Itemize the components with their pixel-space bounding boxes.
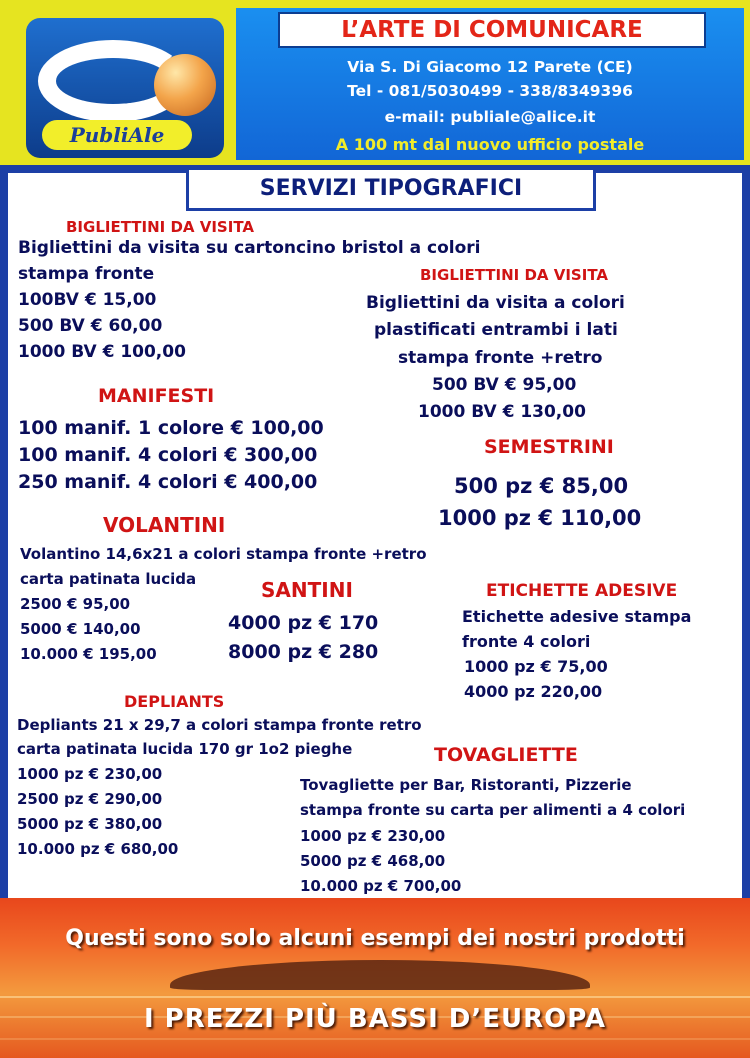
bv1-price-2: 500 BV € 60,00	[18, 316, 163, 336]
volantini-desc-1: Volantino 14,6x21 a colori stampa fronte +retro	[20, 545, 427, 563]
volantini-price-3: 10.000 € 195,00	[20, 645, 157, 663]
tovagliette-price-3: 10.000 pz € 700,00	[300, 877, 462, 895]
santini-price-2: 8000 pz € 280	[228, 641, 379, 663]
sea-reflection	[0, 1038, 750, 1040]
bv2-price-1: 500 BV € 95,00	[432, 375, 577, 395]
phone: Tel - 081/5030499 - 338/8349396	[347, 82, 633, 100]
bv1-price-3: 1000 BV € 100,00	[18, 342, 186, 362]
depliants-desc-1: Depliants 21 x 29,7 a colori stampa fronte retro	[17, 716, 422, 734]
bv1-desc-2: stampa fronte	[18, 264, 155, 284]
tovagliette-price-2: 5000 pz € 468,00	[300, 852, 446, 870]
logo-sphere-icon	[154, 54, 216, 116]
santini-title: SANTINI	[261, 578, 353, 602]
semestrini-price-2: 1000 pz € 110,00	[438, 506, 642, 530]
depliants-title: DEPLIANTS	[124, 692, 225, 711]
logo-text: PubliAle	[42, 120, 192, 150]
sunset-footer	[0, 898, 750, 1058]
etichette-price-1: 1000 pz € 75,00	[464, 657, 608, 676]
footer-tagline: Questi sono solo alcuni esempi dei nostri prodotti	[65, 926, 685, 951]
volantini-desc-2: carta patinata lucida	[20, 570, 197, 588]
depliants-price-1: 1000 pz € 230,00	[17, 765, 163, 783]
bv2-desc-3: stampa fronte +retro	[398, 348, 603, 368]
volantini-price-1: 2500 € 95,00	[20, 595, 131, 613]
volantini-price-2: 5000 € 140,00	[20, 620, 141, 638]
bv1-desc-1: Bigliettini da visita su cartoncino bristol a colori	[18, 238, 481, 258]
header-title: L’ARTE DI COMUNICARE	[278, 12, 706, 48]
etichette-title: ETICHETTE ADESIVE	[486, 581, 678, 601]
semestrini-title: SEMESTRINI	[484, 436, 614, 458]
bv2-title: BIGLIETTINI DA VISITA	[420, 266, 608, 284]
volantini-title: VOLANTINI	[103, 513, 226, 537]
tovagliette-desc-2: stampa fronte su carta per alimenti a 4 colori	[300, 801, 686, 819]
santini-price-1: 4000 pz € 170	[228, 612, 379, 634]
semestrini-price-1: 500 pz € 85,00	[454, 474, 629, 498]
bv1-title: BIGLIETTINI DA VISITA	[66, 218, 254, 236]
manifesti-price-2: 100 manif. 4 colori € 300,00	[18, 444, 318, 466]
depliants-desc-2: carta patinata lucida 170 gr 1o2 pieghe	[17, 740, 353, 758]
bv1-price-1: 100BV € 15,00	[18, 290, 157, 310]
manifesti-title: MANIFESTI	[98, 385, 215, 407]
address: Via S. Di Giacomo 12 Parete (CE)	[347, 58, 633, 76]
location-note: A 100 mt dal nuovo ufficio postale	[335, 135, 645, 154]
manifesti-price-1: 100 manif. 1 colore € 100,00	[18, 417, 324, 439]
tovagliette-title: TOVAGLIETTE	[434, 744, 578, 766]
sea-reflection	[0, 996, 750, 998]
bv2-desc-1: Bigliettini da visita a colori	[366, 293, 625, 313]
island-silhouette	[170, 960, 590, 990]
publiale-logo	[26, 18, 224, 158]
etichette-desc-2: fronte 4 colori	[462, 632, 591, 651]
tovagliette-desc-1: Tovagliette per Bar, Ristoranti, Pizzerie	[300, 776, 632, 794]
etichette-desc-1: Etichette adesive stampa	[462, 607, 692, 626]
depliants-price-3: 5000 pz € 380,00	[17, 815, 163, 833]
email: e-mail: publiale@alice.it	[384, 108, 596, 126]
tovagliette-price-1: 1000 pz € 230,00	[300, 827, 446, 845]
bv2-desc-2: plastificati entrambi i lati	[374, 320, 618, 340]
manifesti-price-3: 250 manif. 4 colori € 400,00	[18, 471, 318, 493]
etichette-price-2: 4000 pz 220,00	[464, 682, 603, 701]
depliants-price-2: 2500 pz € 290,00	[17, 790, 163, 808]
footer-slogan: I PREZZI PIÙ BASSI D’EUROPA	[143, 1004, 607, 1034]
services-title: SERVIZI TIPOGRAFICI	[186, 170, 596, 211]
depliants-price-4: 10.000 pz € 680,00	[17, 840, 179, 858]
bv2-price-2: 1000 BV € 130,00	[418, 402, 586, 422]
